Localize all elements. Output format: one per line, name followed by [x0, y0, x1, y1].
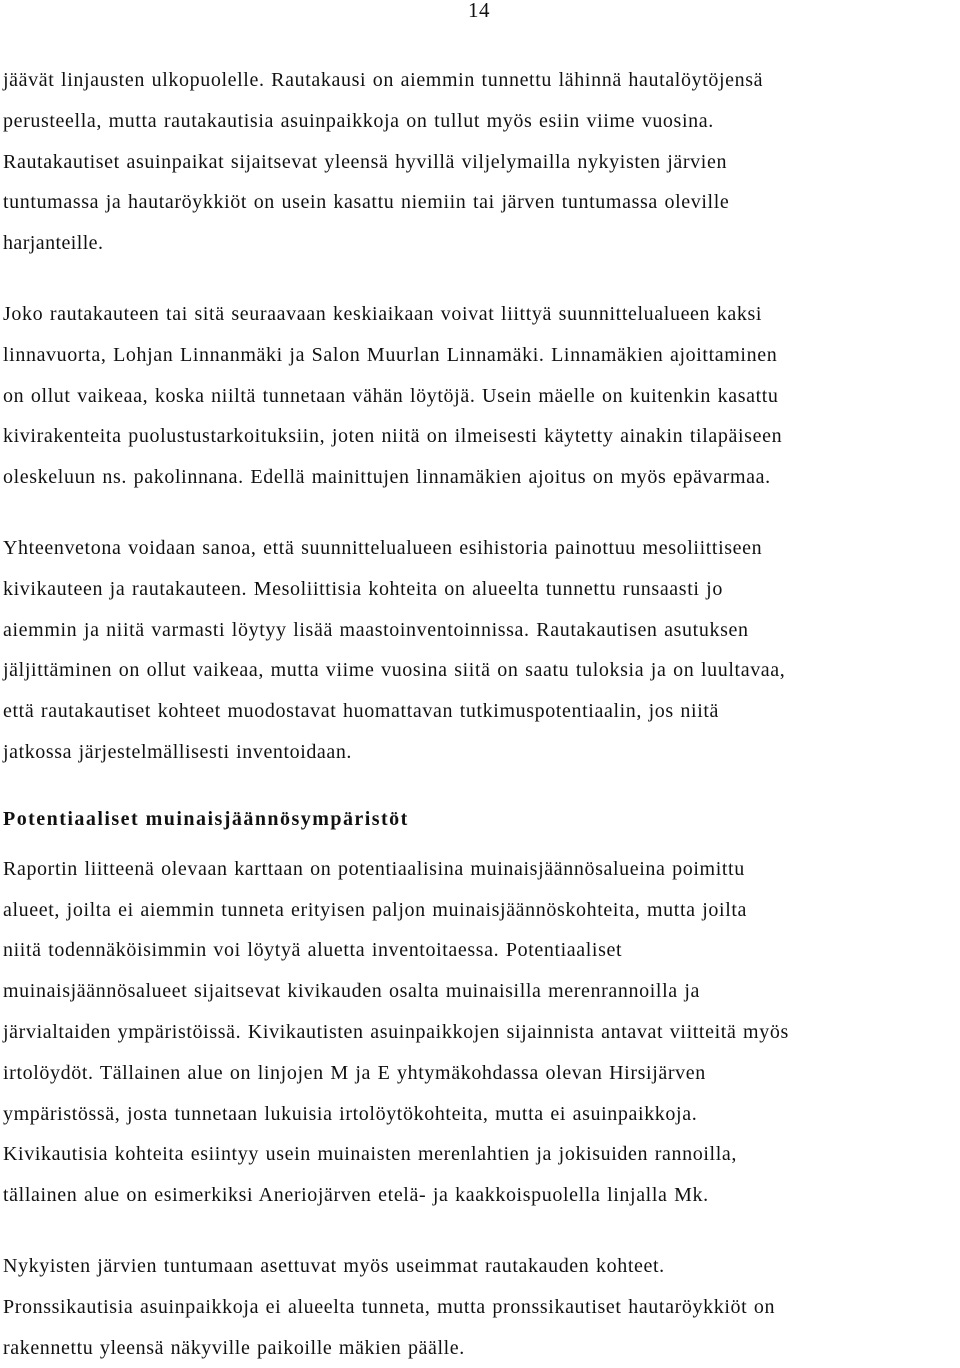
text-line: irtolöydöt. Tällainen alue on linjojen M ja E yhtymäkohdassa olevan Hirsijärven: [3, 1061, 706, 1084]
text-line: ympäristössä, josta tunnetaan lukuisia irtolöytökohteita, mutta ei asuinpaikkoja.: [3, 1102, 698, 1125]
paragraph-gap: [3, 1216, 958, 1246]
text-line: rakennettu yleensä näkyville paikoille mäkien päälle.: [3, 1336, 465, 1359]
text-line: harjanteille.: [3, 232, 104, 255]
text-line: Joko rautakauteen tai sitä seuraavaan keskiaikaan voivat liittyä suunnittelualueen kaksi: [3, 302, 763, 325]
paragraph-rautakausi: [3, 60, 958, 264]
text-line: alueet, joilta ei aiemmin tunneta erityisen paljon muinaisjäännöskohteita, mutta joilta: [3, 898, 748, 921]
text-line: jäljittäminen on ollut vaikeaa, mutta viime vuosina siitä on saatu tuloksia ja on luultavaa,: [3, 659, 786, 682]
text-line: Yhteenvetona voidaan sanoa, että suunnittelualueen esihistoria painottuu mesoliittiseen: [3, 536, 763, 559]
text-line: muinaisjäännösalueet sijaitsevat kivikauden osalta muinaisilla merenrannoilla ja: [3, 980, 701, 1003]
text-line: Raportin liitteenä olevaan karttaan on potentiaalisina muinaisjäännösalueina poimittu: [3, 857, 745, 880]
paragraph-nykyiset-jarvet: [3, 1246, 958, 1368]
text-line: jäävät linjausten ulkopuolelle. Rautakausi on aiemmin tunnettu lähinnä hautalöytöjensä: [3, 69, 764, 91]
document-body: [3, 60, 958, 1368]
paragraph-yhteenveto: [3, 528, 958, 773]
text-line: tuntumassa ja hautaröykkiöt on usein kasattu niemiin tai järven tuntumassa oleville: [3, 191, 730, 214]
paragraph-gap: [3, 264, 958, 294]
page-number: 14: [468, 0, 490, 22]
text-line: Pronssikautisia asuinpaikkoja ei alueelta tunneta, mutta pronssikautiset hautaröykkiöt on: [3, 1295, 776, 1318]
text-line: Kivikautisia kohteita esiintyy usein muinaisten merenlahtien ja jokisuiden rannoilla,: [3, 1143, 737, 1166]
text-line: Rautakautiset asuinpaikat sijaitsevat yleensä hyvillä viljelymailla nykyisten järvien: [3, 150, 728, 173]
paragraph-linnavuoret: [3, 294, 958, 498]
text-line: Nykyisten järvien tuntumaan asettuvat myös useimmat rautakauden kohteet.: [3, 1254, 665, 1277]
paragraph-gap: [3, 773, 958, 799]
text-line: on ollut vaikeaa, koska niiltä tunnetaan vähän löytöjä. Usein mäelle on kuitenkin kasattu: [3, 384, 779, 407]
text-line: tällainen alue on esimerkiksi Aneriojärven etelä- ja kaakkoispuolella linjalla Mk.: [3, 1184, 709, 1207]
text-line: aiemmin ja niitä varmasti löytyy lisää maastoinventoinnissa. Rautakautisen asutuksen: [3, 618, 749, 641]
paragraph-potentiaaliset: [3, 849, 958, 1216]
text-line: kivirakenteita puolustustarkoituksiin, joten niitä on ilmeisesti käytetty ainakin tilapäiseen: [3, 425, 783, 448]
text-line: jatkossa järjestelmällisesti inventoidaan.: [3, 740, 352, 763]
text-line: linnavuorta, Lohjan Linnanmäki ja Salon Muurlan Linnamäki. Linnamäkien ajoittaminen: [3, 343, 778, 366]
text-line: järvialtaiden ympäristöissä. Kivikautisten asuinpaikkojen sijainnista antavat viitteitä myös: [3, 1020, 789, 1043]
section-heading: Potentiaaliset muinaisjäännösympäristöt: [3, 807, 409, 830]
text-line: oleskeluun ns. pakolinnana. Edellä mainittujen linnamäkien ajoitus on myös epävarmaa.: [3, 466, 771, 489]
heading-gap: [3, 839, 958, 849]
text-line: niitä todennäköisimmin voi löytyä aluetta inventoitaessa. Potentiaaliset: [3, 939, 623, 962]
text-line: perusteella, mutta rautakautisia asuinpaikkoja on tullut myös esiin viime vuosina.: [3, 109, 714, 132]
text-line: että rautakautiset kohteet muodostavat huomattavan tutkimuspotentiaalin, jos niitä: [3, 700, 720, 723]
text-line: kivikauteen ja rautakauteen. Mesoliittisia kohteita on alueelta tunnettu runsaasti jo: [3, 577, 723, 600]
paragraph-gap: [3, 498, 958, 528]
